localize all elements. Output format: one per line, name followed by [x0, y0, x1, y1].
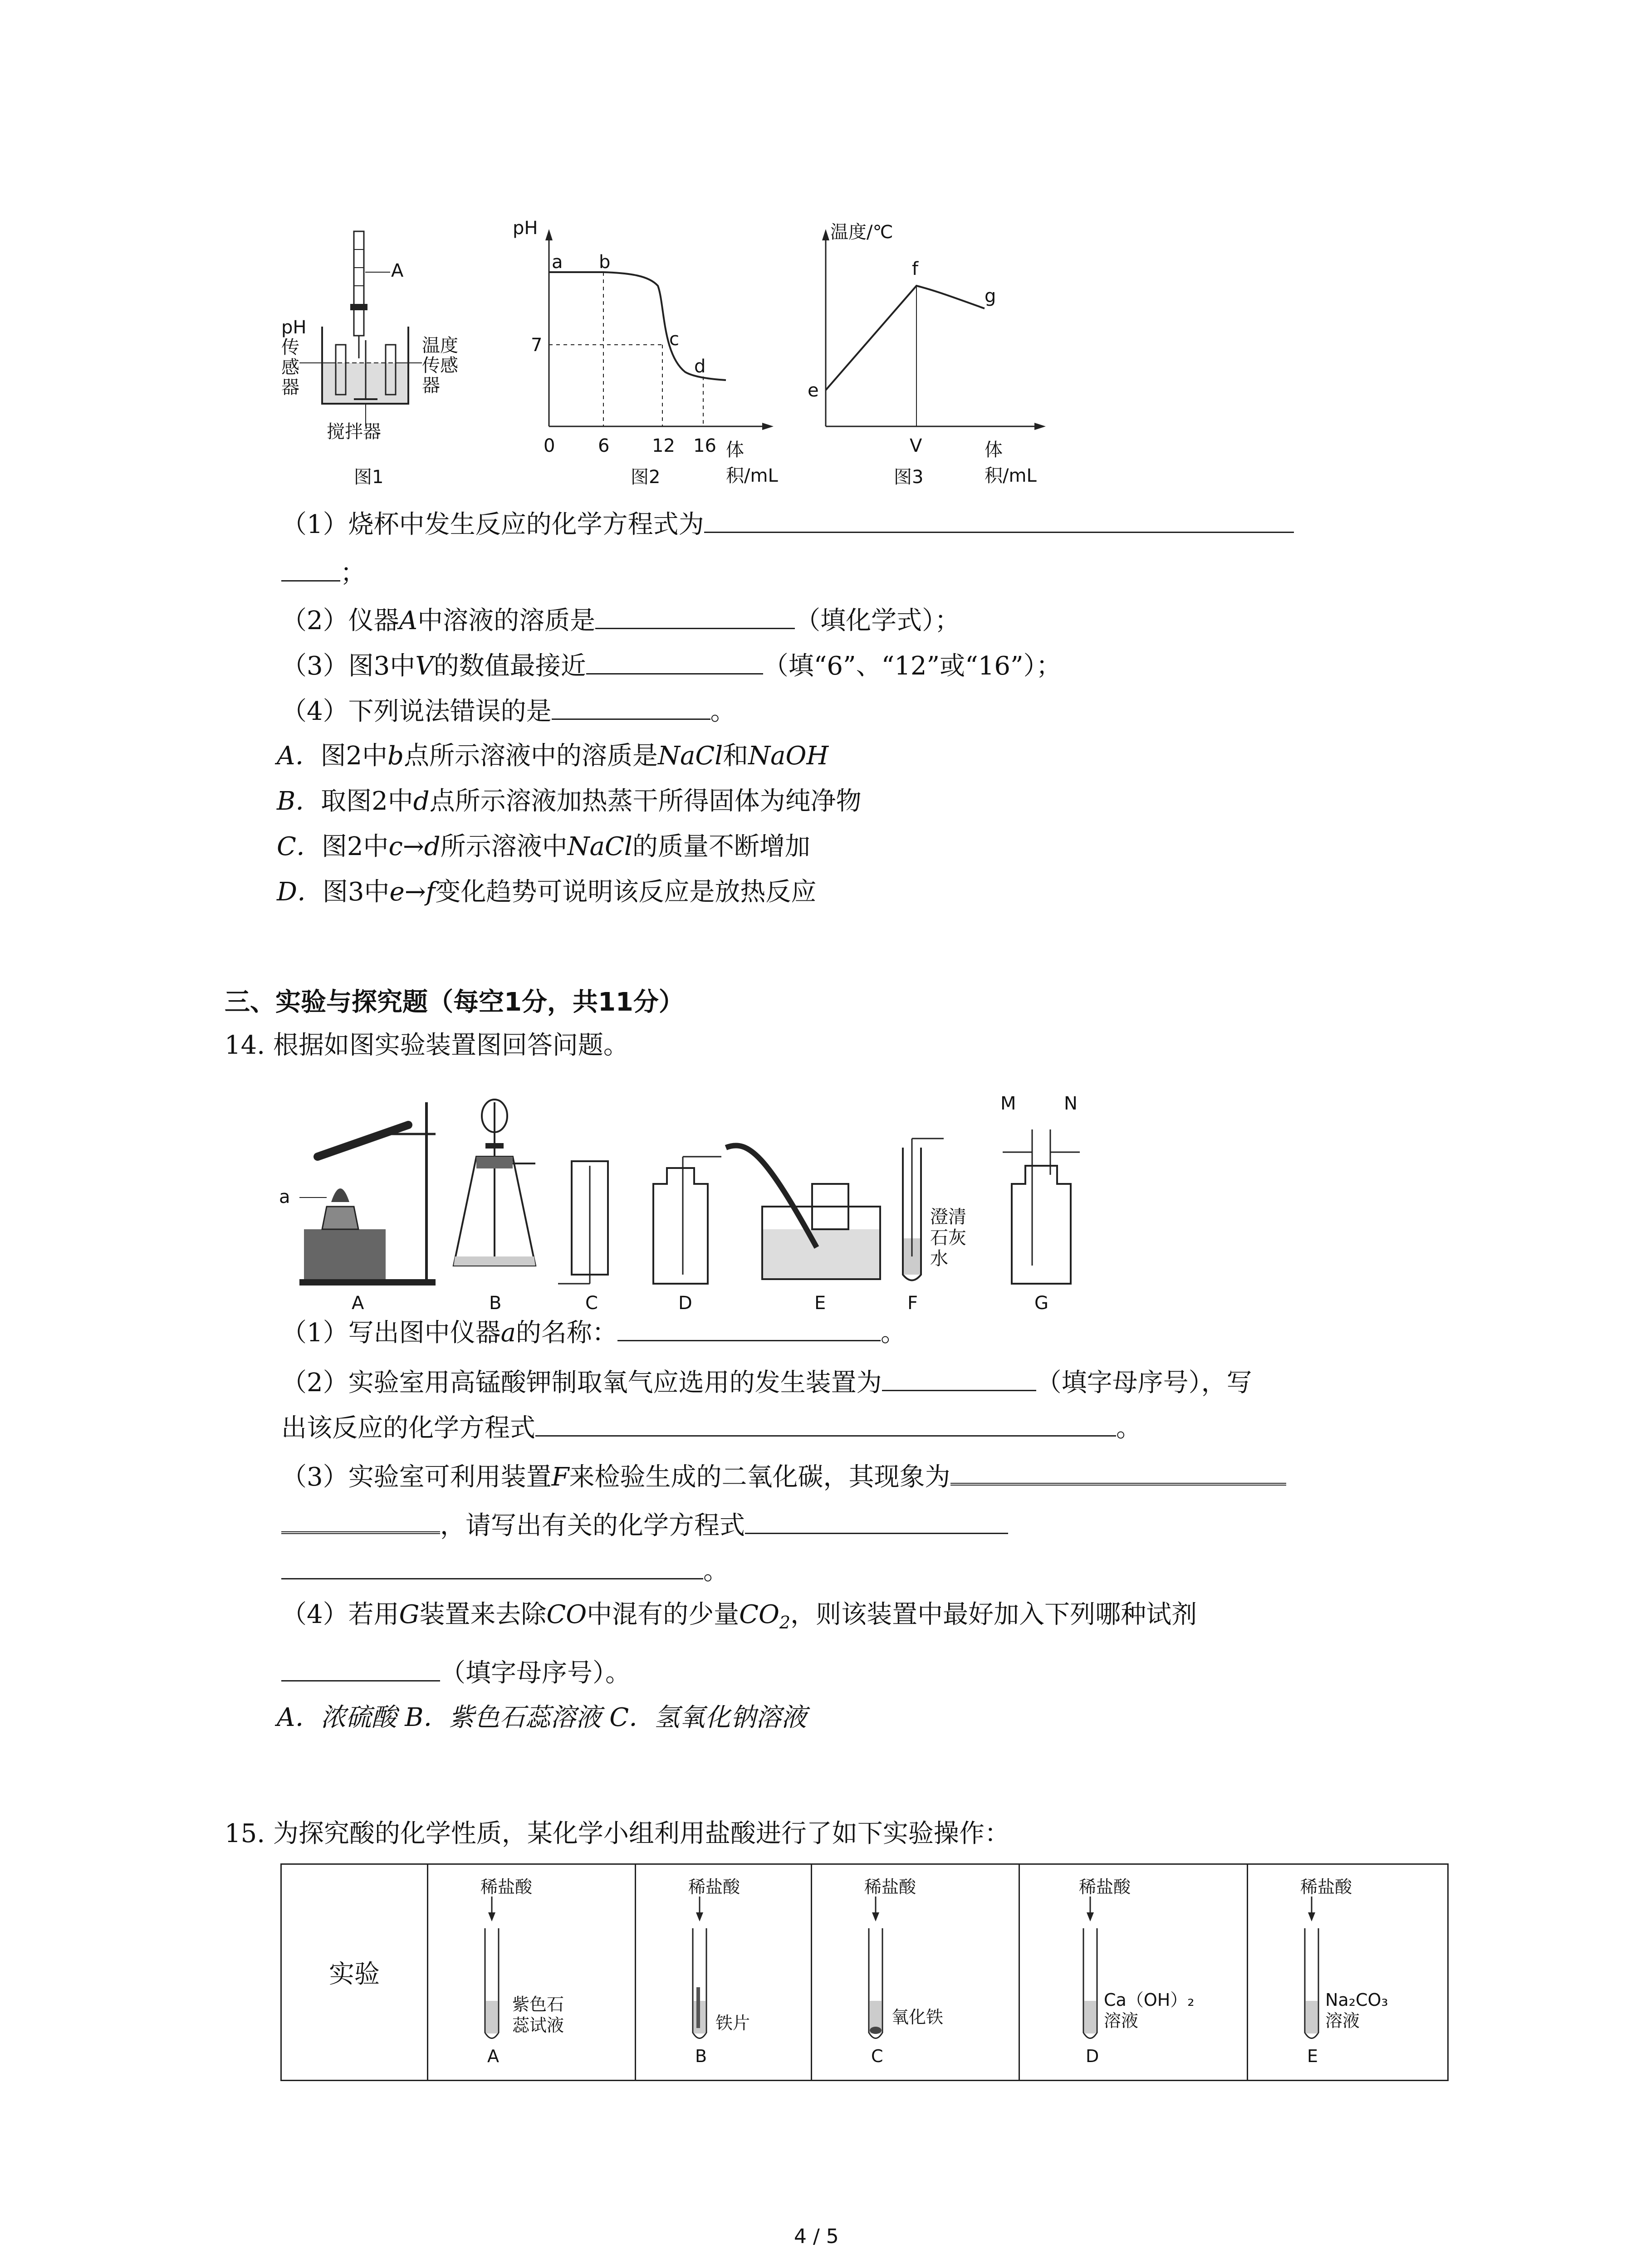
q15-experiment-table — [280, 1863, 1449, 2081]
figure-2 — [513, 218, 785, 499]
fig2-x-label: 体积/mL — [726, 440, 778, 486]
reagent-E-line2: 溶液 — [1325, 2011, 1360, 2031]
q13-p3-var: V — [415, 651, 434, 681]
reagent-A-line2: 蕊试液 — [512, 2015, 564, 2035]
q14-part2-cont — [281, 1411, 1141, 1444]
q14-p4-e: （填字母序号）。 — [440, 1658, 631, 1688]
q13-p2-a: （2）仪器 — [281, 606, 399, 635]
q14-p4-var2: CO — [546, 1600, 587, 1629]
reagent-D-line2: 溶液 — [1104, 2011, 1139, 2031]
q14-p2-equation-blank[interactable] — [535, 1411, 1116, 1437]
reagent-C: 氧化铁 — [892, 2007, 944, 2027]
optC-var3: NaCl — [567, 832, 632, 861]
table-row — [281, 1864, 1448, 2081]
optD-var1: e — [389, 877, 405, 907]
q14-p2-a: （2）实验室用高锰酸钾制取氧气应选用的发生装置为 — [281, 1368, 882, 1398]
reagent-B: 铁片 — [715, 2013, 750, 2033]
q13-option-D — [277, 876, 816, 908]
q14-p3-var: F — [551, 1462, 569, 1492]
q14-p4-var3: CO — [739, 1600, 779, 1629]
tube-letter-C: C — [871, 2046, 883, 2066]
q13-p1-text: （1）烧杯中发生反应的化学方程式为 — [281, 510, 704, 539]
fig1-label-ph-sensor — [281, 318, 306, 397]
acid-label-C: 稀盐酸 — [864, 1877, 916, 1897]
ph-line-1: pH — [281, 317, 307, 338]
q14-p3-end: 。 — [703, 1556, 729, 1586]
q14-part3 — [281, 1458, 1286, 1493]
q14-p1-b: 的名称： — [516, 1318, 618, 1348]
q15-number: 15. — [225, 1819, 265, 1848]
fig3-caption: 图3 — [894, 467, 924, 488]
acid-label-D: 稀盐酸 — [1079, 1877, 1131, 1897]
apparatus-label-B: B — [489, 1293, 502, 1314]
fig2-point-b: b — [599, 252, 611, 273]
q14-part4-cont — [281, 1656, 631, 1689]
apparatus-label-A: A — [352, 1293, 364, 1314]
q13-p3-c: （填“6”、“12”或“16”）； — [763, 651, 1062, 681]
acid-label-B: 稀盐酸 — [688, 1877, 740, 1897]
tube-cell-D — [1019, 1864, 1248, 2081]
q14-p1-var: a — [500, 1318, 516, 1348]
optB-a: 取图2中 — [321, 787, 413, 816]
q14-part2 — [281, 1365, 1252, 1399]
fig3-point-f: f — [912, 259, 919, 279]
tube-cell-A — [428, 1864, 636, 2081]
fig1-label-temp-sensor — [422, 336, 458, 396]
acid-label-A: 稀盐酸 — [480, 1877, 533, 1897]
fig2-y-label: pH — [513, 218, 538, 239]
optB-label: B． — [277, 787, 321, 816]
ph-line-2: 传 — [281, 337, 299, 358]
q15-stem — [225, 1818, 1010, 1850]
figure-1 — [272, 227, 463, 499]
q13-p1-answer-blank[interactable] — [704, 507, 1294, 533]
ph-line-3: 感 — [281, 357, 299, 378]
q14-p2-c: 出该反应的化学方程式 — [281, 1413, 535, 1443]
q13-option-B — [277, 786, 862, 817]
limewater-label — [930, 1207, 966, 1269]
limewater-line-1: 澄清 — [930, 1207, 966, 1227]
tube-letter-D: D — [1086, 2046, 1099, 2066]
q14-options: A．浓硫酸 B．紫色石蕊溶液 C．氢氧化钠溶液 — [277, 1703, 807, 1732]
row-header-cell — [281, 1864, 428, 2081]
q14-p3-phenomenon-blank[interactable] — [950, 1458, 1286, 1486]
optA-b: 点所示溶液中的溶质是 — [403, 741, 658, 771]
optD-b: 变化趋势可说明该反应是放热反应 — [435, 877, 817, 907]
optC-var1: c — [388, 832, 403, 861]
reagent-E-line1: Na₂CO₃ — [1325, 1990, 1388, 2010]
q14-p3-equation-blank[interactable] — [745, 1508, 1008, 1534]
q13-part4 — [281, 694, 736, 728]
ph-line-4: 器 — [281, 377, 299, 398]
fig3-point-e: e — [808, 380, 819, 401]
tube-cell-C — [812, 1864, 1019, 2081]
apparatus-label-a: a — [279, 1187, 290, 1207]
q14-p3-a: （3）实验室可利用装置 — [281, 1462, 552, 1492]
q13-p2-c: （填化学式）； — [795, 606, 960, 635]
fig1-caption: 图1 — [354, 467, 384, 488]
optD-var2: f — [426, 877, 436, 907]
fig2-point-d: d — [694, 356, 706, 377]
apparatus-label-F: F — [907, 1293, 918, 1314]
fig2-point-c: c — [669, 329, 679, 350]
q14-p4-answer-blank[interactable] — [281, 1656, 440, 1681]
optC-c: 的质量不断增加 — [632, 832, 810, 861]
tube-cell-E — [1248, 1864, 1448, 2081]
fig3-x-label: 体积/mL — [985, 440, 1037, 486]
acid-label-E: 稀盐酸 — [1300, 1877, 1352, 1897]
q13-p4-end: 。 — [710, 697, 736, 726]
q14-p3-b: 来检验生成的二氧化碳，其现象为 — [569, 1462, 950, 1492]
fig2-x-tick-16: 16 — [693, 435, 716, 456]
apparatus-label-M: M — [1000, 1093, 1016, 1114]
optC-var2: d — [424, 832, 441, 861]
temp-line-1: 温度 — [422, 335, 458, 356]
q14-part3-cont — [281, 1507, 1008, 1542]
optA-label: A． — [277, 741, 321, 771]
tube-letter-E: E — [1307, 2046, 1318, 2066]
q13-part2 — [281, 603, 960, 637]
q13-part1 — [281, 507, 1294, 541]
q13-part1-cont — [281, 556, 366, 589]
apparatus-label-G: G — [1034, 1293, 1048, 1314]
section-3-title: 三、实验与探究题（每空1分，共11分） — [225, 987, 684, 1017]
q14-number: 14. — [225, 1031, 265, 1060]
q13-p2-answer-blank[interactable] — [595, 603, 795, 629]
q14-p2-end: 。 — [1116, 1413, 1141, 1443]
q13-option-A — [277, 740, 828, 772]
q14-stem-text: 根据如图实验装置图回答问题。 — [273, 1031, 629, 1060]
q13-p1-end: ； — [340, 558, 366, 588]
optA-var2: NaCl — [657, 741, 723, 771]
tube-letter-A: A — [487, 2046, 499, 2066]
q13-p3-answer-blank[interactable] — [586, 649, 763, 675]
fig2-x-tick-12: 12 — [652, 435, 675, 456]
q14-p3-c: ，请写出有关的化学方程式 — [440, 1511, 745, 1540]
apparatus-label-E: E — [814, 1293, 826, 1314]
optC-b: 所示溶液中 — [440, 832, 568, 861]
q14-p3-equation-blank-cont[interactable] — [281, 1554, 703, 1579]
fig3-point-g: g — [985, 286, 996, 307]
fig2-x-tick-0: 0 — [544, 435, 555, 456]
tube-letter-B: B — [695, 2046, 707, 2066]
apparatus-label-C: C — [585, 1293, 598, 1314]
optB-b: 点所示溶液加热蒸干所得固体为纯净物 — [429, 787, 862, 816]
reagent-A — [512, 1994, 564, 2036]
q14-apparatus-figure — [272, 1084, 1089, 1320]
reagent-E — [1325, 1989, 1388, 2031]
row-header-text: 实验 — [329, 1960, 380, 1989]
q14-p4-c: 中混有的少量 — [587, 1600, 740, 1629]
fig2-y-tick-7: 7 — [531, 335, 543, 356]
reagent-A-line1: 紫色石 — [512, 1994, 564, 2014]
temp-line-3: 器 — [422, 375, 440, 396]
limewater-line-3: 水 — [930, 1248, 948, 1269]
q14-stem — [225, 1030, 629, 1061]
q13-p3-a: （3）图3中 — [281, 651, 416, 681]
fig2-point-a: a — [552, 252, 563, 273]
optB-var: d — [413, 787, 430, 816]
q14-p1-answer-blank[interactable] — [617, 1315, 881, 1341]
q14-p4-var1: G — [399, 1600, 420, 1629]
q14-p2-b: （填字母序号），写 — [1036, 1368, 1252, 1398]
optA-var3: NaOH — [748, 741, 829, 771]
figure-3 — [798, 218, 1053, 499]
q13-option-C — [277, 831, 810, 863]
page-number: 4 / 5 — [794, 2225, 839, 2248]
optC-label: C． — [277, 832, 322, 861]
q14-part1 — [281, 1315, 906, 1349]
fig3-x-tick-V: V — [910, 435, 922, 456]
fig2-x-tick-6: 6 — [598, 435, 610, 456]
q14-part3-cont2 — [281, 1554, 729, 1587]
q14-p4-b: 装置来去除 — [419, 1600, 547, 1629]
fig3-y-label: 温度/℃ — [830, 222, 893, 243]
fig1-label-stirrer: 搅拌器 — [327, 421, 381, 442]
q14-p1-a: （1）写出图中仪器 — [281, 1318, 501, 1348]
q13-p2-var: A — [399, 606, 418, 635]
q14-p4-sub: 2 — [779, 1613, 791, 1633]
limewater-line-2: 石灰 — [930, 1227, 966, 1248]
reagent-D-line1: Ca（OH）₂ — [1104, 1990, 1195, 2010]
q14-p4-d: ，则该装置中最好加入下列哪种试剂 — [790, 1600, 1197, 1629]
fig2-caption: 图2 — [631, 467, 661, 488]
q15-stem-text: 为探究酸的化学性质，某化学小组利用盐酸进行了如下实验操作： — [273, 1819, 1010, 1848]
optA-a: 图2中 — [320, 741, 388, 771]
q13-p1-answer-blank-cont[interactable] — [281, 556, 340, 582]
apparatus-label-N: N — [1064, 1093, 1078, 1114]
q14-p3-phenomenon-blank-cont[interactable] — [281, 1507, 440, 1534]
q13-p3-b: 的数值最接近 — [433, 651, 586, 681]
optC-arrow: → — [402, 832, 424, 861]
q13-p4-text: （4）下列说法错误的是 — [281, 697, 552, 726]
optD-a: 图3中 — [322, 877, 390, 907]
apparatus-label-D: D — [678, 1293, 692, 1314]
q14-part4 — [281, 1599, 1197, 1638]
q13-part3 — [281, 649, 1062, 682]
q14-p1-end: 。 — [881, 1318, 906, 1348]
optD-label: D． — [277, 877, 323, 907]
reagent-D — [1104, 1989, 1195, 2031]
temp-line-2: 传感 — [422, 355, 458, 376]
q13-p4-answer-blank[interactable] — [552, 694, 710, 720]
optA-var1: b — [387, 741, 404, 771]
optD-arrow: → — [404, 877, 426, 907]
fig1-label-A: A — [391, 260, 404, 281]
q13-p2-b: 中溶液的溶质是 — [417, 606, 596, 635]
optA-c: 和 — [723, 741, 749, 771]
tube-cell-B — [636, 1864, 812, 2081]
q14-p4-a: （4）若用 — [281, 1600, 399, 1629]
optC-a: 图2中 — [321, 832, 389, 861]
apparatus-drawing — [272, 1084, 1089, 1320]
q14-p2-answer-blank[interactable] — [882, 1365, 1036, 1391]
